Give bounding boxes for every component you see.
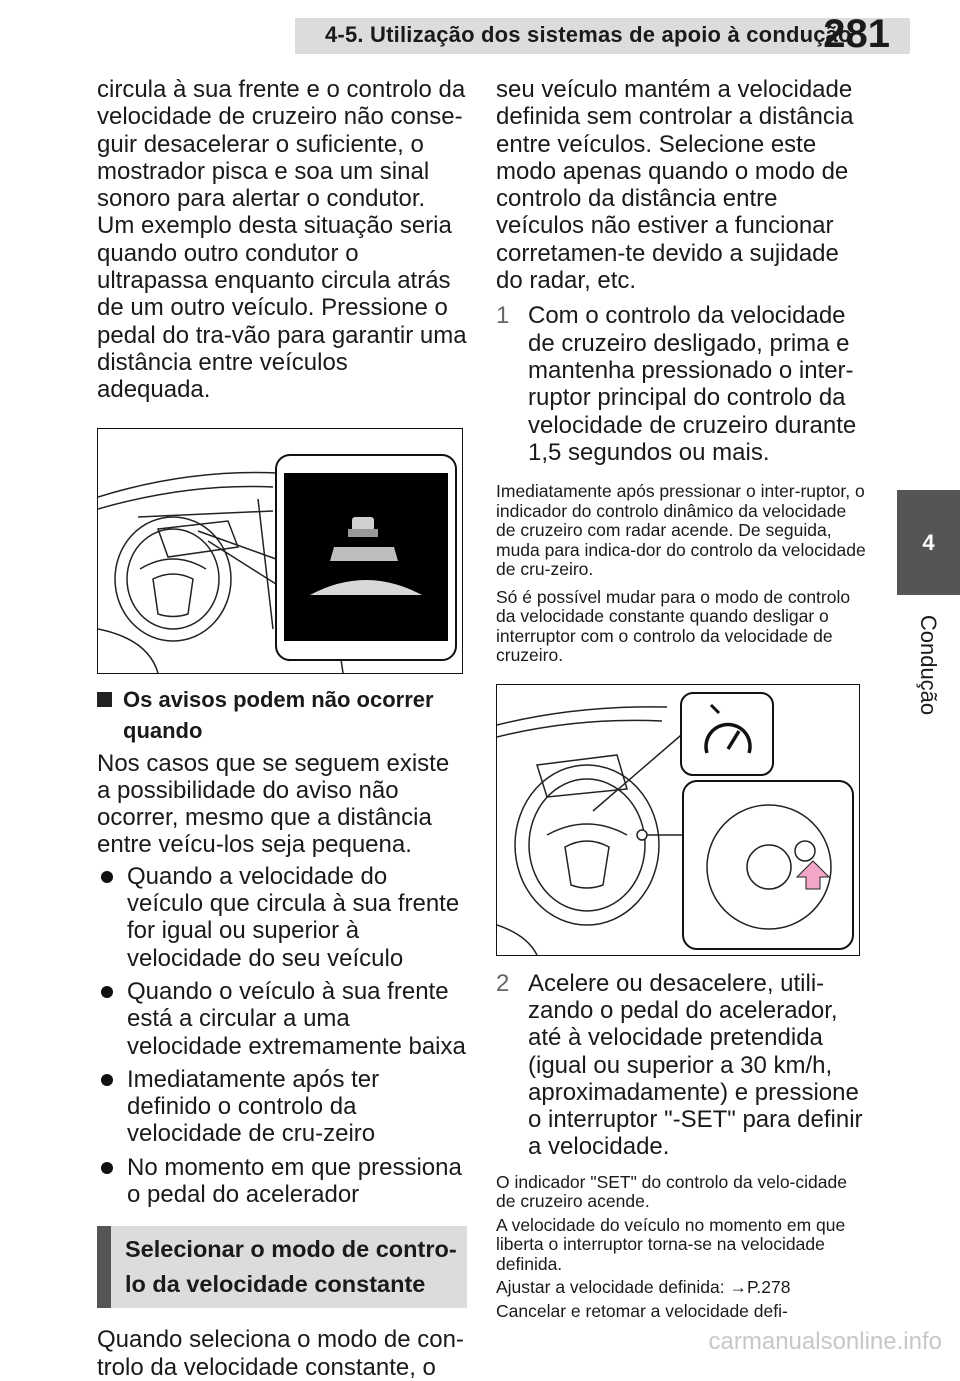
list-item: Quando a velocidade do veículo que circula à sua frente for igual ou superior à velocidade do seu veículo: [97, 863, 467, 972]
chapter-label-text: Condução: [916, 614, 941, 716]
warning-conditions-list: [97, 863, 467, 1209]
note-set-indicator: O indicador "SET" do controlo da velo-cidade de cruzeiro acende.: [496, 1171, 847, 1212]
continued-paragraph-right: seu veículo mantém a velocidade definida sem controlar a distância entre veículos. Selecione este modo apenas quando o modo de controlo da distância entre veículos não estiver a funcionar corretamen-te devido a sujidade do radar, etc.: [496, 76, 854, 295]
page-number: 281: [823, 12, 890, 56]
list-item: Imediatamente após ter definido o controlo da velocidade de cru-zeiro: [97, 1066, 467, 1148]
left-column: [97, 76, 467, 1381]
step-1: [496, 302, 866, 466]
square-bullet-icon: [97, 692, 112, 707]
bullet-dot-icon: [101, 1074, 113, 1086]
subheading-text: Os avisos podem não ocorrer quando: [123, 686, 434, 743]
note-defined-speed: A velocidade do veículo no momento em que liberta o interruptor torna-se na velocidade definida.: [496, 1214, 846, 1274]
dashboard-warning-illustration: [97, 428, 463, 674]
steering-switch-drawing: [497, 685, 859, 955]
step-text: Acelere ou desacelere, utili-zando o pedal do acelerador, até à velocidade pretendida (igual ou superior a 30 km/h, aproximadamente) e pressione o interruptor "-SET" para definir a velocidade.: [528, 969, 863, 1161]
subheading-intro: Nos casos que se seguem existe a possibilidade do aviso não ocorrer, mesmo que a distância entre veícu-los seja pequena.: [97, 749, 450, 859]
chapter-tab[interactable]: [897, 490, 960, 595]
section-heading-constant-speed: Selecionar o modo de contro-lo da velocidade constante: [97, 1226, 467, 1308]
watermark: carmanualsonline.info: [708, 1328, 942, 1355]
step-number: 2: [496, 969, 510, 997]
bullet-dot-icon: [101, 871, 113, 883]
step-number: 1: [496, 302, 510, 330]
bullet-dot-icon: [101, 1162, 113, 1174]
chapter-number: 4: [922, 529, 935, 555]
page-header-title: 4-5. Utilização dos sistemas de apoio à condução: [325, 22, 852, 47]
list-item: No momento em que pressiona o pedal do acelerador: [97, 1154, 467, 1209]
step-text: Com o controlo da velocidade de cruzeiro desligado, prima e mantenha pressionado o inter-ruptor principal do controlo da velocidade de cruzeiro durante 1,5 segundos ou mais.: [528, 302, 857, 466]
bullet-dot-icon: [101, 986, 113, 998]
note-cancel-resume: Cancelar e retomar a velocidade defi-: [496, 1300, 788, 1321]
subheading-warnings: [97, 684, 467, 746]
steering-switch-illustration: [496, 684, 860, 956]
section-intro: Quando seleciona o modo de con-trolo da velocidade constante, o: [97, 1326, 464, 1381]
note-adjust-speed[interactable]: Ajustar a velocidade definida: →P.278: [496, 1277, 791, 1298]
step-2: [496, 970, 866, 1161]
continued-paragraph: circula à sua frente e o controlo da velocidade de cruzeiro não conse-guir desacelerar o suficiente, o mostrador pisca e soa um sinal sonoro para alertar o condutor. Um exemplo desta situação seria quando outro condutor o ultrapassa enquanto circula atrás de um outro veículo. Pressione o pedal do tra-vão para garantir uma distância entre veículos adequada.: [97, 76, 467, 404]
note-switch-mode: Só é possível mudar para o modo de controlo da velocidade constante quando desligar o interruptor com o controlo da velocidade de cruzeiro.: [496, 586, 851, 666]
dashboard-warning-drawing: [98, 429, 462, 673]
note-indicator: Imediatamente após pressionar o inter-ruptor, o indicador do controlo dinâmico da velocidade de cruzeiro com radar acende. De seguida, muda para indica-dor do controlo da velocidade de cru-zeiro.: [496, 481, 866, 580]
chapter-label: [900, 610, 956, 720]
list-item: Quando o veículo à sua frente está a circular a uma velocidade extremamente baixa: [97, 978, 467, 1060]
right-column: [496, 76, 866, 1321]
